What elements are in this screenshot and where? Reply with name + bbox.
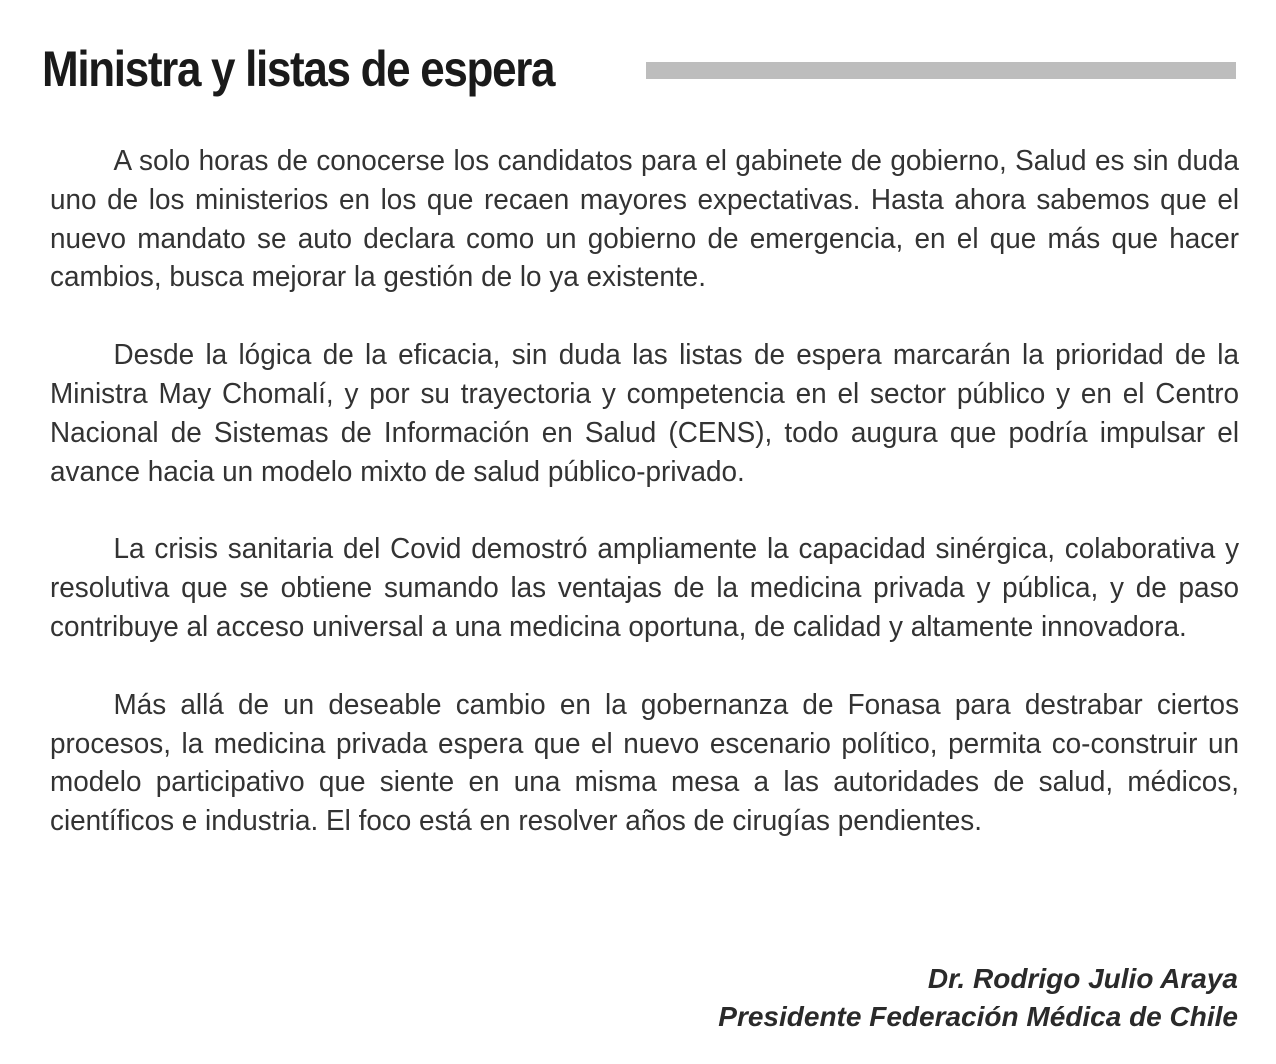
title-divider-bar xyxy=(646,62,1236,79)
article-paragraph-4: Más allá de un deseable cambio en la gobernanza de Fonasa para destrabar ciertos procesos, la medicina privada espera que el nuevo escenario político, permita co-construir un modelo participativo que siente en una misma mesa a las autoridades de salud, médicos, científicos e industria. El foco está en resolver años de cirugías pendientes. xyxy=(50,688,1240,838)
article-header xyxy=(42,34,1236,104)
article-body xyxy=(50,142,1239,880)
article-title: Ministra y listas de espera xyxy=(42,41,555,97)
article-paragraph-1: A solo horas de conocerse los candidatos para el gabinete de gobierno, Salud es sin duda uno de los ministerios en los que recaen mayores expectativas. Hasta ahora sabemos que el nuevo mandato se auto declara como un gobierno de emergencia, en el que más que hacer cambios, busca mejorar la gestión de lo ya existente. xyxy=(50,145,1240,294)
author-role: Presidente Federación Médica de Chile xyxy=(718,1001,1238,1032)
article-paragraph-2: Desde la lógica de la eficacia, sin duda las listas de espera marcarán la prioridad de la Ministra May Chomalí, y por su trayectoria y competencia en el sector público y en el Centro Nacional de Sistemas de Información en Salud (CENS), todo augura que podría impulsar el avance hacia un modelo mixto de salud público-privado. xyxy=(50,339,1240,488)
author-signature xyxy=(718,960,1238,1036)
article-paragraph-3: La crisis sanitaria del Covid demostró ampliamente la capacidad sinérgica, colaborativa y resolutiva que se obtiene sumando las ventajas de la medicina privada y pública, y de paso contribuye al acceso universal a una medicina oportuna, de calidad y altamente innovadora. xyxy=(50,533,1240,643)
author-name: Dr. Rodrigo Julio Araya xyxy=(927,963,1238,994)
